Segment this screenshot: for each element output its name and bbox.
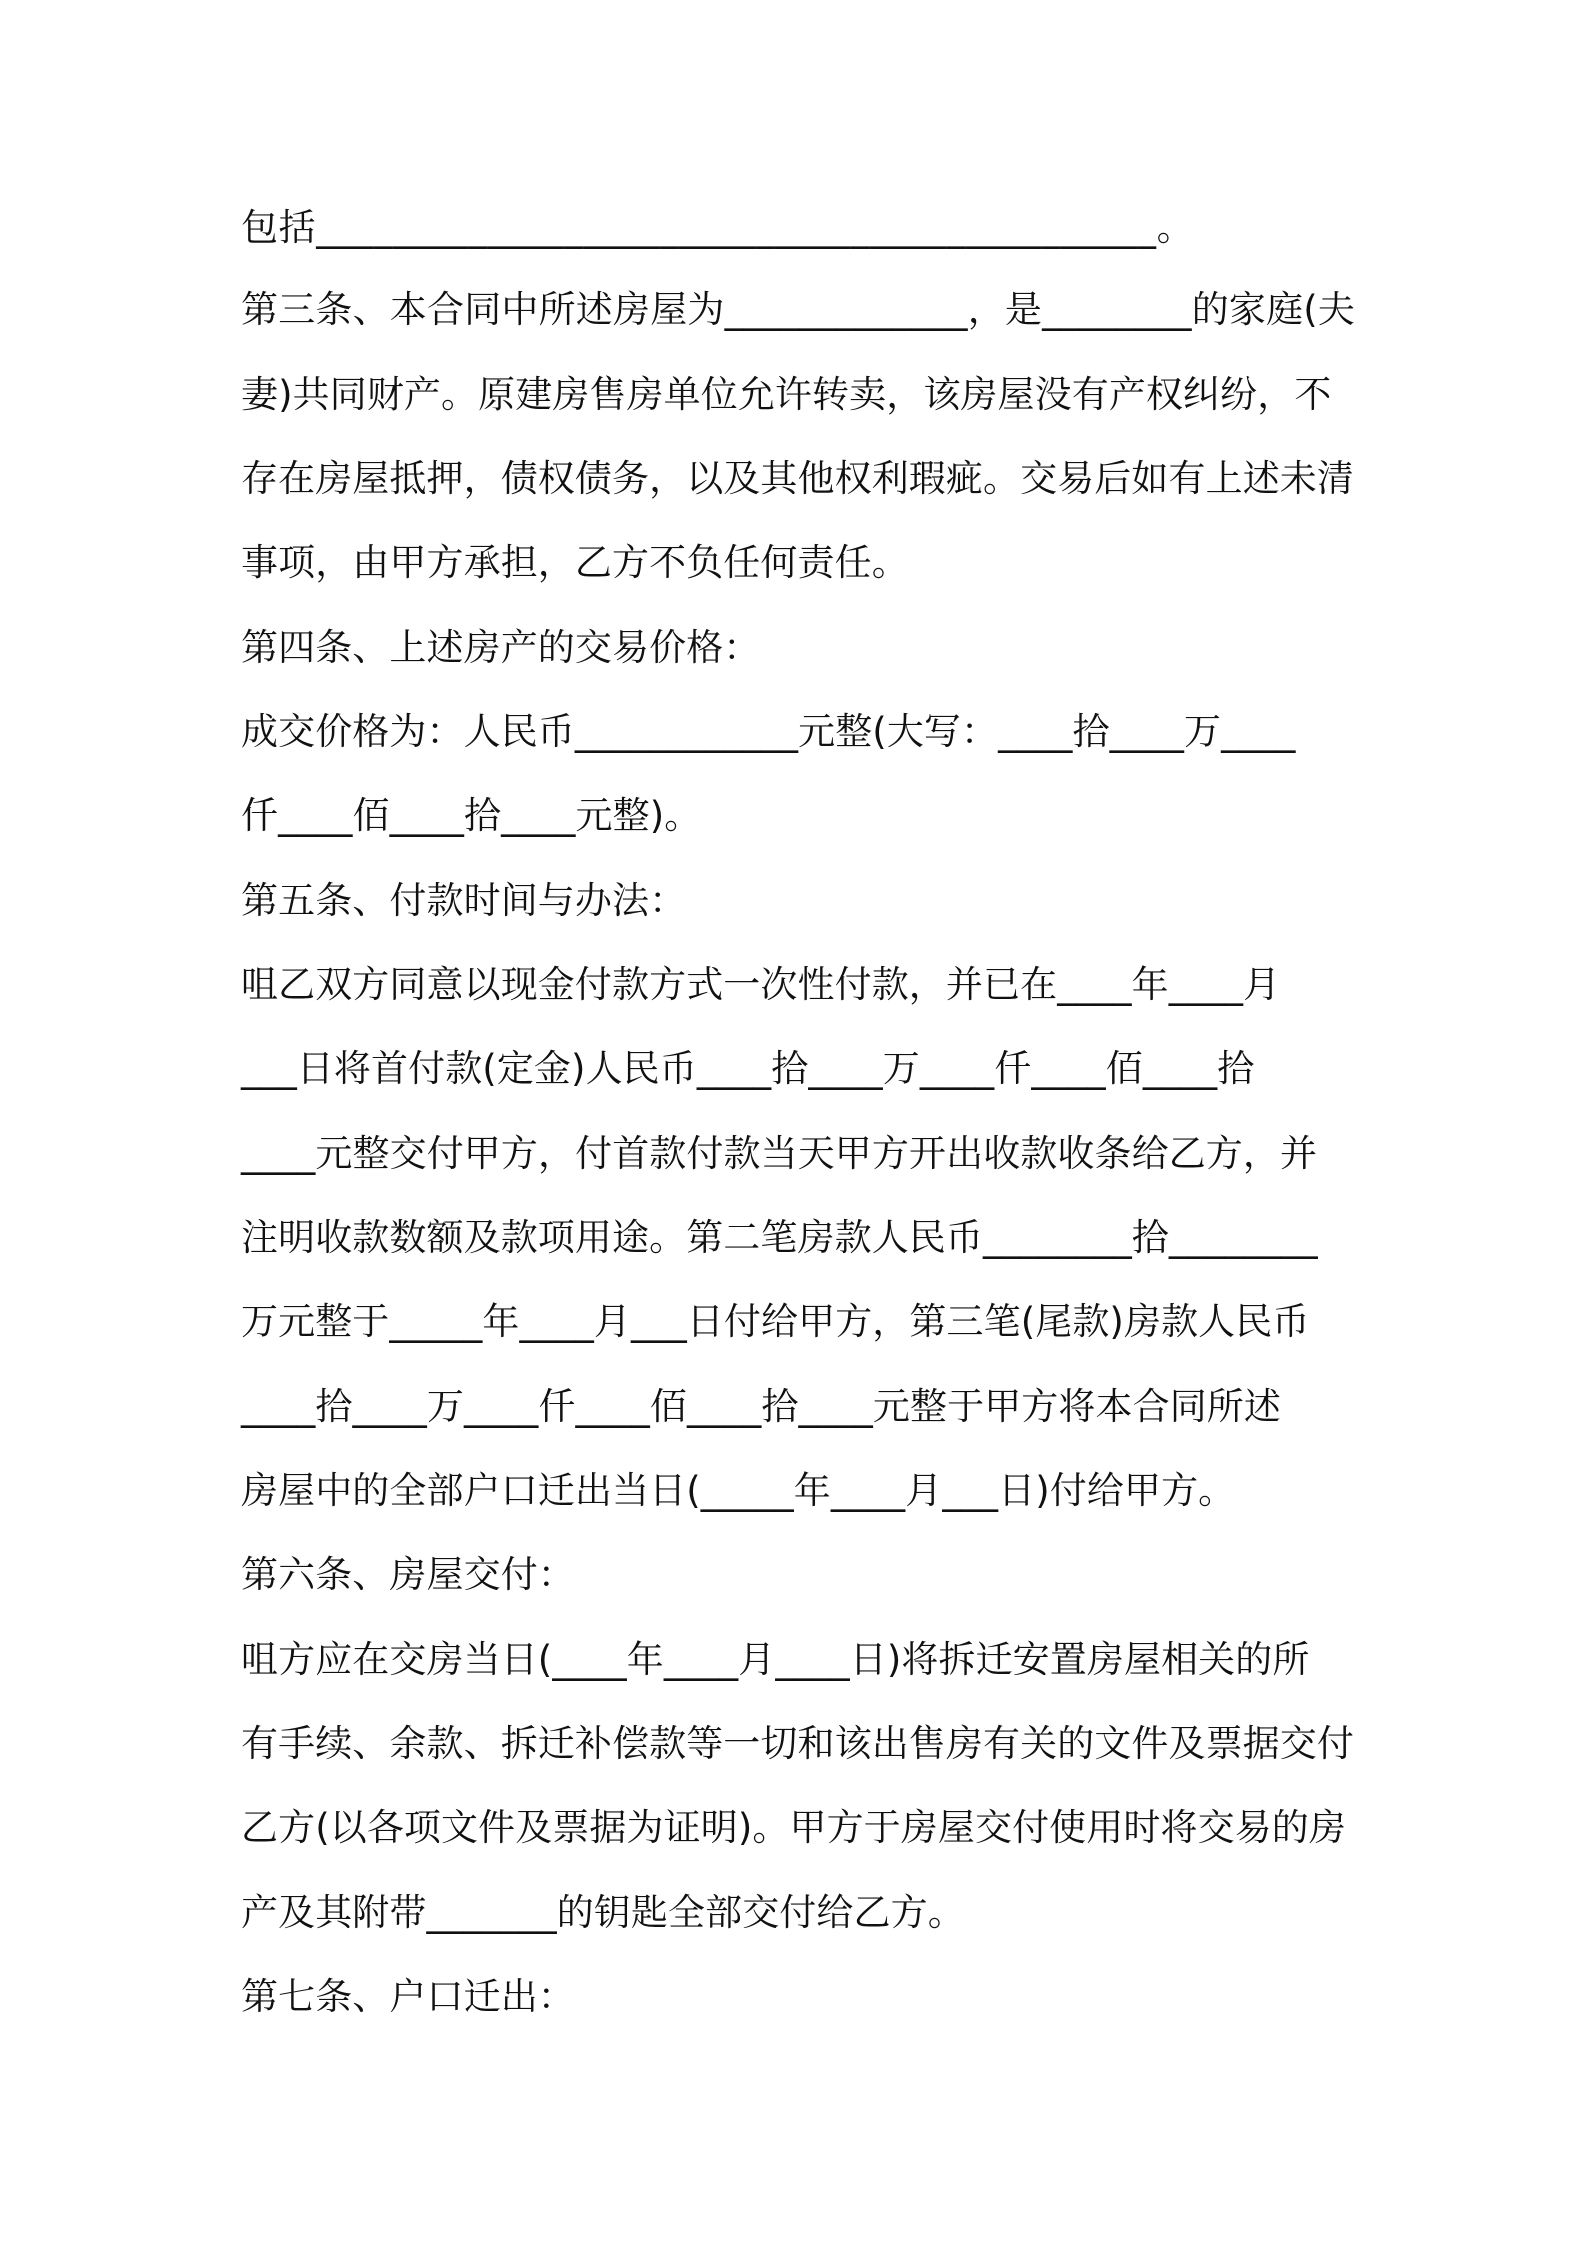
article-5-heading: 第五条、付款时间与办法： — [241, 879, 687, 922]
text-line: 有手续、余款、拆迁补偿款等一切和该出售房有关的文件及票据交付 — [241, 1722, 1354, 1765]
text-line: 仟____佰____拾____元整)。 — [241, 794, 702, 837]
text-line: 存在房屋抵押，债权债务，以及其他权利瑕疵。交易后如有上述未清 — [241, 457, 1354, 500]
text-line: 房屋中的全部户口迁出当日(_____年____月___日)付给甲方。 — [241, 1469, 1236, 1512]
text-line: 成交价格为：人民币____________元整(大写：____拾____万____ — [241, 710, 1296, 753]
text-line: 咀方应在交房当日(____年____月____日)将拆迁安置房屋相关的所 — [241, 1638, 1310, 1681]
text-line: 事项，由甲方承担，乙方不负任何责任。 — [241, 541, 909, 584]
text-line: 万元整于_____年____月___日付给甲方，第三笔(尾款)房款人民币 — [241, 1300, 1310, 1343]
text-line: 妻)共同财产。原建房售房单位允许转卖，该房屋没有产权纠纷，不 — [241, 373, 1332, 416]
text-line: ____元整交付甲方，付首款付款当天甲方开出收款收条给乙方，并 — [241, 1132, 1318, 1175]
text-line: 乙方(以各项文件及票据为证明)。甲方于房屋交付使用时将交易的房 — [241, 1806, 1346, 1849]
text-line: 包括____________________________________________。 — [241, 206, 1195, 249]
text-line: 注明收款数额及款项用途。第二笔房款人民币________拾________ — [241, 1216, 1318, 1259]
article-7-heading: 第七条、户口迁出： — [241, 1975, 575, 2018]
text-line: 咀乙双方同意以现金付款方式一次性付款，并已在____年____月 — [241, 963, 1281, 1006]
article-6-heading: 第六条、房屋交付： — [241, 1553, 575, 1596]
text-line: 产及其附带_______的钥匙全部交付给乙方。 — [241, 1891, 965, 1934]
article-4-heading: 第四条、上述房产的交易价格： — [241, 626, 761, 669]
article-3-heading-line: 第三条、本合同中所述房屋为_____________，是________的家庭(夫 — [241, 288, 1356, 331]
text-line: ____拾____万____仟____佰____拾____元整于甲方将本合同所述 — [241, 1385, 1281, 1428]
text-line: ___日将首付款(定金)人民币____拾____万____仟____佰____拾 — [241, 1047, 1255, 1090]
